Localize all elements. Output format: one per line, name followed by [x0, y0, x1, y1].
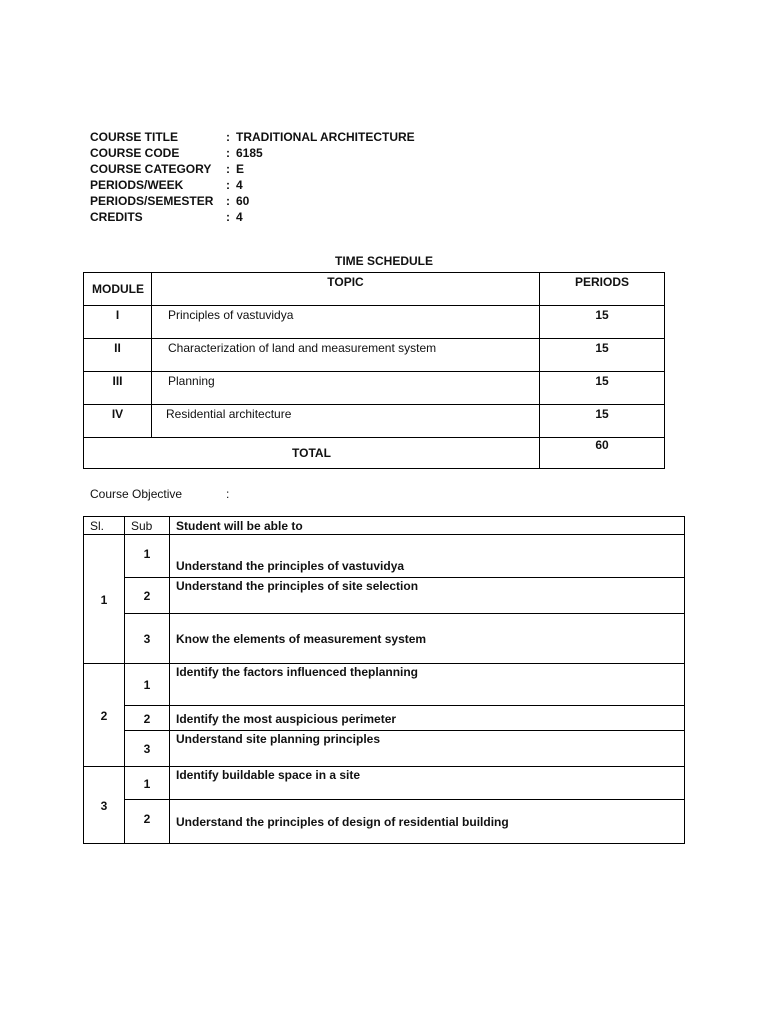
table-row [84, 800, 685, 844]
module-cell: II [84, 339, 152, 372]
table-row [84, 372, 665, 405]
sub-cell: 3 [125, 731, 170, 767]
detail-label: COURSE CATEGORY [90, 162, 212, 176]
table-row [84, 614, 685, 664]
objectives-table [83, 516, 685, 844]
table-row [84, 706, 685, 731]
header-sl: Sl. [84, 517, 125, 535]
topic-cell: Planning [152, 372, 540, 405]
header-student: Student will be able to [170, 517, 685, 535]
topic-cell: Principles of vastuvidya [152, 306, 540, 339]
detail-value: 4 [236, 178, 243, 192]
table-row [84, 405, 665, 438]
header-sub: Sub [125, 517, 170, 535]
table-row [84, 731, 685, 767]
table-row [84, 306, 665, 339]
objective-cell: Identify the factors influenced theplanning [170, 664, 685, 706]
module-cell: I [84, 306, 152, 339]
sl-cell: 2 [84, 664, 125, 767]
sub-cell: 1 [125, 664, 170, 706]
table-row [84, 664, 685, 706]
course-objective-colon: : [226, 487, 230, 501]
sub-cell: 2 [125, 706, 170, 731]
detail-colon: : [226, 162, 230, 176]
sub-cell: 2 [125, 800, 170, 844]
sub-cell: 2 [125, 578, 170, 614]
detail-label: PERIODS/SEMESTER [90, 194, 214, 208]
periods-cell: 15 [540, 339, 665, 372]
header-topic: TOPIC [152, 273, 540, 306]
table-row [84, 767, 685, 800]
module-cell: III [84, 372, 152, 405]
table-row [84, 535, 685, 578]
detail-colon: : [226, 146, 230, 160]
detail-value: 6185 [236, 146, 263, 160]
course-objective-heading [90, 487, 230, 501]
total-value: 60 [540, 438, 665, 469]
periods-cell: 15 [540, 405, 665, 438]
periods-cell: 15 [540, 372, 665, 405]
table-header-row [84, 517, 685, 535]
sl-cell: 3 [84, 767, 125, 844]
objective-cell: Identify the most auspicious perimeter [170, 706, 685, 731]
total-row [84, 438, 665, 469]
table-header-row [84, 273, 665, 306]
objective-cell: Understand the principles of design of residential building [170, 800, 685, 844]
total-label: TOTAL [84, 438, 540, 469]
sub-cell: 3 [125, 614, 170, 664]
detail-value: 60 [236, 194, 250, 208]
detail-colon: : [226, 130, 230, 144]
course-objective-label: Course Objective [90, 487, 183, 501]
table-row [84, 339, 665, 372]
detail-colon: : [226, 178, 230, 192]
sub-cell: 1 [125, 535, 170, 578]
objective-cell: Understand the principles of vastuvidya [170, 535, 685, 578]
detail-label: PERIODS/WEEK [90, 178, 184, 192]
objective-cell: Understand the principles of site selection [170, 578, 685, 614]
objective-cell: Identify buildable space in a site [170, 767, 685, 800]
objective-cell: Know the elements of measurement system [170, 614, 685, 664]
module-cell: IV [84, 405, 152, 438]
detail-value: E [236, 162, 245, 176]
objective-cell: Understand site planning principles [170, 731, 685, 767]
detail-label: COURSE CODE [90, 146, 180, 160]
header-periods: PERIODS [540, 273, 665, 306]
table-row [84, 578, 685, 614]
sl-cell: 1 [84, 535, 125, 664]
time-schedule-table [83, 272, 665, 469]
detail-colon: : [226, 210, 230, 224]
header-module: MODULE [84, 273, 152, 306]
detail-colon: : [226, 194, 230, 208]
detail-label: CREDITS [90, 210, 143, 224]
topic-cell: Characterization of land and measurement system [152, 339, 540, 372]
sub-cell: 1 [125, 767, 170, 800]
periods-cell: 15 [540, 306, 665, 339]
detail-value: TRADITIONAL ARCHITECTURE [236, 130, 415, 144]
detail-label: COURSE TITLE [90, 130, 179, 144]
time-schedule-title: TIME SCHEDULE [334, 254, 433, 268]
detail-value: 4 [236, 210, 243, 224]
topic-cell: Residential architecture [152, 405, 540, 438]
